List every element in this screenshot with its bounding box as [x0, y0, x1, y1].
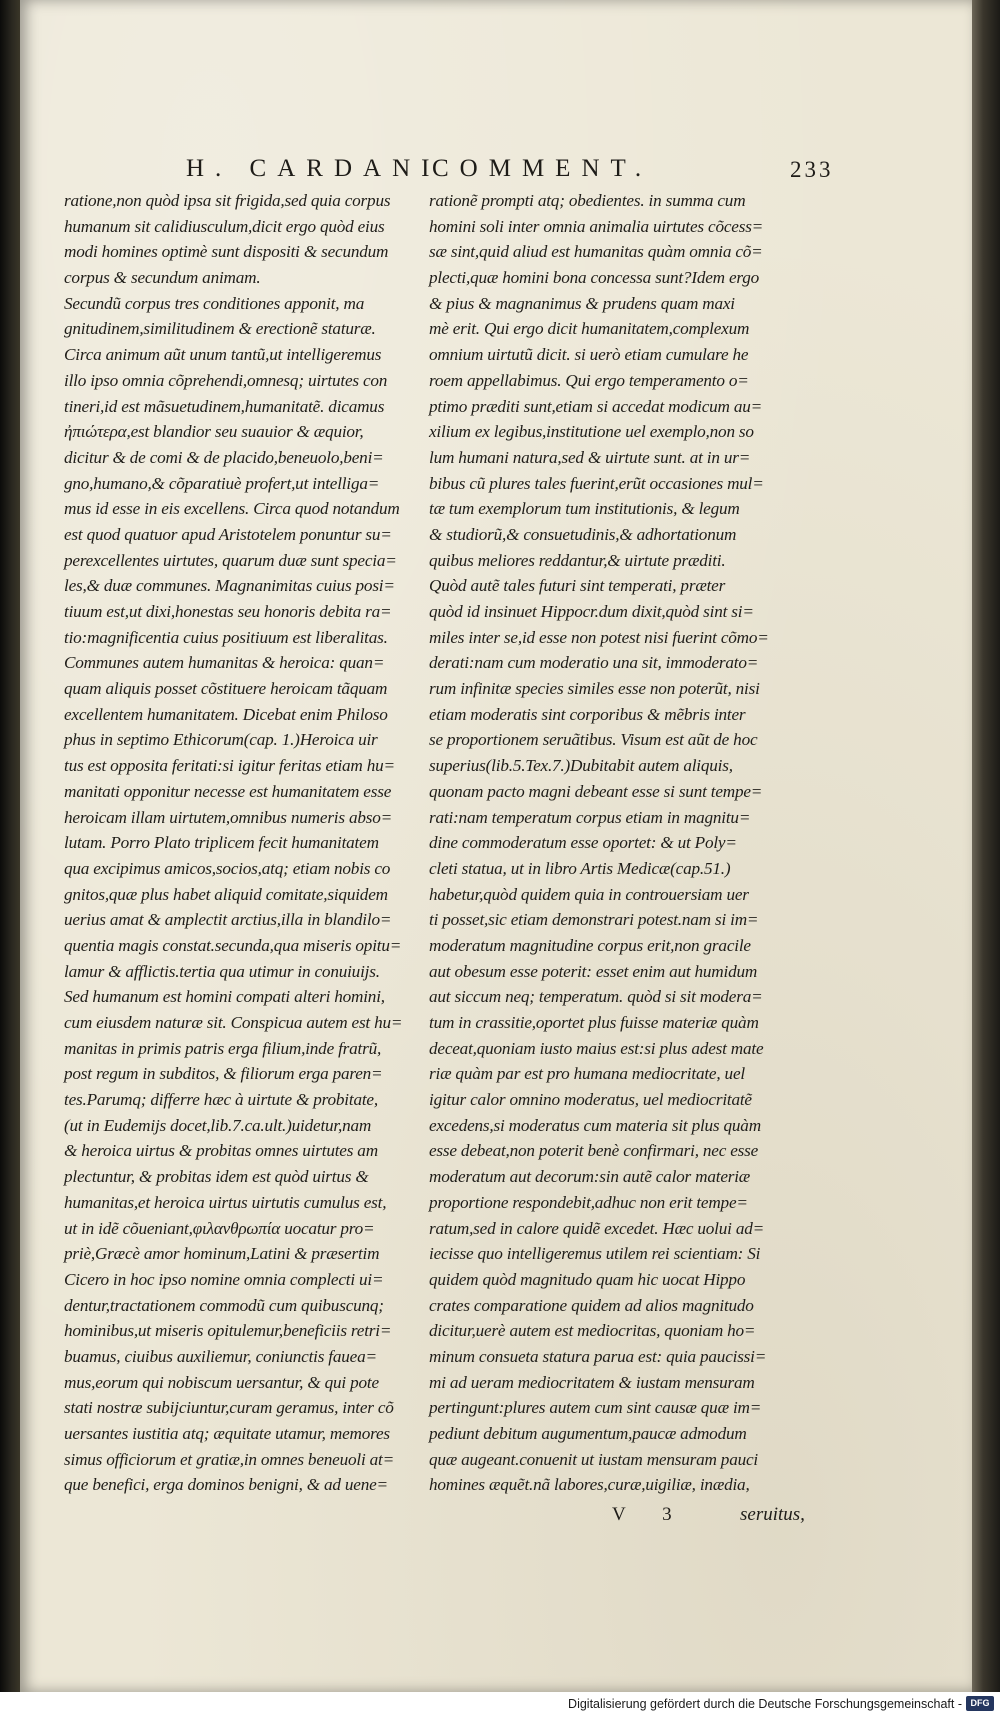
- text-line: & pius & magnanimus & prudens quam maxi: [429, 293, 735, 313]
- text-line: illo ipso omnia cõprehendi,omnesq; uirtutes con: [64, 370, 388, 390]
- catchword: seruitus,: [740, 1504, 805, 1525]
- text-line: mè erit. Qui ergo dicit humanitatem,complexum: [429, 319, 750, 339]
- left-text-column: [64, 188, 448, 1498]
- text-line: Sed humanum est homini compati alteri homini,: [64, 987, 385, 1007]
- text-line: pediunt debitum augumentum,paucæ admodum: [429, 1424, 747, 1443]
- text-line: esse debeat,non poterit benè confirmari, nec esse: [429, 1141, 759, 1161]
- text-line: superius(lib.5.Tex.7.)Dubitabit autem aliquis,: [429, 756, 733, 776]
- text-line: roem appellabimus. Qui ergo temperamento o=: [429, 370, 749, 390]
- funding-banner: [0, 1692, 1000, 1716]
- text-line: tiuum est,ut dixi,honestas seu honoris debita ra=: [64, 602, 392, 621]
- text-line: stati nostræ subijciuntur,curam geramus, inter cõ: [64, 1398, 394, 1418]
- text-line: Cicero in hoc ipso nomine omnia complecti ui=: [64, 1269, 384, 1289]
- text-line: tæ tum exemplorum tum institutionis, & legum: [429, 499, 740, 519]
- funding-text: Digitalisierung gefördert durch die Deutsche Forschungsgemeinschaft -: [568, 1697, 962, 1711]
- text-line: etiam moderatis sint corporibus & mẽbris inter: [429, 704, 746, 724]
- text-line: ut in idẽ cõueniant,φιλανθρωπία uocatur pro=: [64, 1218, 375, 1238]
- text-line: omnium uirtutũ dicit. si uerò etiam cumulare he: [429, 345, 749, 365]
- text-line: tio:magnificentia cuius positiuum est liberalitas.: [64, 627, 388, 647]
- text-line: excellentem humanitatem. Dicebat enim Philoso: [64, 704, 388, 724]
- text-line: minum consueta statura parua est: quia paucissi=: [429, 1346, 767, 1366]
- text-line: qua excipimus amicos,socios,atq; etiam nobis co: [64, 858, 391, 878]
- text-line: homines æquẽt.nã labores,curæ,uigiliæ, inædia,: [429, 1475, 750, 1495]
- text-line: plectuntur, & probitas idem est quòd uirtus &: [64, 1167, 369, 1187]
- text-line: rationẽ prompti atq; obedientes. in summa cum: [429, 191, 746, 210]
- text-line: humanum sit calidiusculum,dicit ergo quòd eius: [64, 216, 385, 236]
- text-line: tus est opposita feritati:si igitur feritas etiam hu=: [64, 756, 395, 776]
- text-line: gnitudinem,similitudinem & erectionẽ staturæ.: [64, 319, 376, 339]
- text-line: quæ augeant.conuenit ut iustam mensuram pauci: [429, 1449, 758, 1469]
- text-line: phus in septimo Ethicorum(cap. 1.)Heroica uir: [64, 730, 378, 750]
- text-line: quam aliquis posset cõstituere heroicam tãquam: [64, 679, 388, 699]
- text-line: gno,humano,& cõparatiuè profert,ut intelliga=: [64, 473, 380, 493]
- text-line: humanitas,et heroica uirtus uirtutis cumulus est,: [64, 1192, 387, 1212]
- text-line: homini soli inter omnia animalia uirtutes cõcess=: [429, 216, 764, 236]
- text-line: tum in crassitie,oportet plus fuisse materiæ quàm: [429, 1013, 759, 1032]
- text-line: quòd id insinuet Hippocr.dum dixit,quòd sint si=: [429, 602, 754, 621]
- text-line: gnitos,quæ plus habet aliquid comitate,siquidem: [64, 884, 388, 904]
- text-line: & studiorũ,& consuetudinis,& adhortationum: [429, 524, 737, 544]
- signature-mark: V 3: [612, 1504, 688, 1525]
- text-line: simus officiorum et gratiæ,in omnes beneuoli at=: [64, 1449, 394, 1469]
- text-line: Communes autem humanitas & heroica: quan=: [64, 653, 385, 673]
- text-line: perexcellentes uirtutes, quarum duæ sunt specia=: [64, 550, 397, 570]
- text-line: cleti statua, ut in libro Artis Medicæ(cap.51.): [429, 858, 731, 878]
- page-edge: [972, 0, 1000, 1692]
- text-line: est quod quatuor apud Aristotelem ponuntur su=: [64, 524, 392, 544]
- text-line: uersantes iustitia atq; æquitate utamur, memores: [64, 1424, 390, 1443]
- text-line: ratione,non quòd ipsa sit frigida,sed quia corpus: [64, 191, 391, 210]
- text-line: lutam. Porro Plato triplicem fecit humanitatem: [64, 833, 379, 853]
- text-line: post regum in subditos, & filiorum erga paren=: [64, 1064, 383, 1084]
- text-line: manitati opponitur necesse est humanitatem esse: [64, 781, 392, 801]
- text-line: pertingunt:plures autem cum sint causæ quæ im=: [429, 1398, 762, 1418]
- text-line: Secundũ corpus tres conditiones apponit, ma: [64, 293, 365, 313]
- text-line: quentia magis constat.secunda,qua miseris opitu=: [64, 935, 402, 955]
- text-line: mus,eorum qui nobiscum uersantur, & qui pote: [64, 1372, 379, 1392]
- text-line: rum infinitæ species similes esse non poterũt, nisi: [429, 679, 760, 699]
- text-line: riæ quàm par est pro humana mediocritate, uel: [429, 1064, 745, 1084]
- text-line: proportione respondebit,adhuc non erit tempe=: [429, 1192, 748, 1212]
- text-line: igitur calor omnino moderatus, uel mediocritatẽ: [429, 1090, 752, 1110]
- text-line: hominibus,ut miseris opitulemur,beneficiis retri=: [64, 1321, 392, 1341]
- text-line: sæ sint,quid aliud est humanitas quàm omnia cõ=: [429, 242, 763, 262]
- text-line: Circa animum aũt unum tantũ,ut intelligeremus: [64, 345, 382, 365]
- header-title: COMMENT.: [432, 155, 653, 182]
- text-line: Quòd autẽ tales futuri sint temperati, præter: [429, 576, 726, 596]
- text-line: quonam pacto magni debeant esse si sunt tempe=: [429, 781, 763, 801]
- text-line: se proportionem seruãtibus. Visum est aũt de hoc: [429, 730, 758, 750]
- page-footer: [20, 1500, 972, 1530]
- text-line: moderatum magnitudine corpus erit,non gracile: [429, 935, 751, 955]
- text-line: miles inter se,id esse non potest nisi fuerint cõmo=: [429, 627, 769, 647]
- text-line: (ut in Eudemijs docet,lib.7.ca.ult.)uidetur,nam: [64, 1115, 372, 1135]
- header-author: H. CARDANI: [186, 155, 441, 182]
- text-line: & heroica uirtus & probitas omnes uirtutes am: [64, 1141, 378, 1161]
- text-line: iecisse quo intelligeremus utilem rei scientiam: Si: [429, 1244, 761, 1264]
- text-line: bibus cũ plures tales fuerint,erũt occasiones mul=: [429, 473, 764, 493]
- text-line: ti posset,sic etiam demonstrari potest.nam si im=: [429, 910, 759, 930]
- text-line: manitas in primis patris erga filium,inde fratrũ,: [64, 1038, 382, 1058]
- text-line: rati:nam temperatum corpus etiam in magnitu=: [429, 807, 751, 827]
- text-line: derati:nam cum moderatio una sit, immoderato=: [429, 653, 759, 673]
- page-number: 233: [790, 157, 834, 182]
- text-line: heroicam illam uirtutem,omnibus numeris abso=: [64, 807, 393, 827]
- book-page: [20, 0, 972, 1692]
- text-line: uerius amat & amplectit arctius,illa in blandilo=: [64, 910, 392, 930]
- text-line: ἠπιώτερα,est blandior seu suauior & æquior,: [64, 422, 364, 442]
- text-line: crates comparatione quidem ad alios magnitudo: [429, 1295, 754, 1315]
- text-line: corpus & secundum animam.: [64, 268, 261, 288]
- text-line: cum eiusdem naturæ sit. Conspicua autem est hu=: [64, 1013, 403, 1032]
- text-line: dine commoderatum esse oportet: & ut Poly=: [429, 833, 737, 853]
- text-line: les,& duæ communes. Magnanimitas cuius posi=: [64, 576, 395, 596]
- text-line: ratum,sed in calore quidẽ excedet. Hæc uolui ad=: [429, 1218, 765, 1238]
- text-line: moderatum aut decorum:sin autẽ calor materiæ: [429, 1167, 751, 1187]
- text-line: aut obesum esse poterit: esset enim aut humidum: [429, 961, 758, 981]
- text-line: quibus meliores reddantur,& uirtute præditi.: [429, 550, 726, 570]
- text-line: ptimo præditi sunt,etiam si accedat modicum au=: [429, 396, 763, 416]
- text-line: buamus, ciuibus auxiliemur, coniunctis faueа=: [64, 1346, 377, 1366]
- text-line: dentur,tractationem commodũ cum quibuscunq;: [64, 1295, 384, 1315]
- text-line: habetur,quòd quidem quia in controuersiam uer: [429, 884, 749, 904]
- text-line: mus id esse in eis excellens. Circa quod notandum: [64, 499, 400, 519]
- right-text-column: [429, 188, 824, 1498]
- dfg-logo: DFG: [966, 1696, 994, 1711]
- text-line: dicitur & de comi & de placido,beneuolo,beni=: [64, 447, 384, 467]
- text-line: tineri,id est mãsuetudinem,humanitatẽ. dicamus: [64, 396, 385, 416]
- text-line: lamur & afflictis.tertia qua utimur in conuiuijs.: [64, 961, 380, 981]
- text-line: modi homines optimè sunt dispositi & secundum: [64, 242, 389, 262]
- text-line: tes.Parumq; differre hæc à uirtute & probitate,: [64, 1090, 378, 1110]
- text-line: xilium ex legibus,institutione uel exemplo,non so: [429, 422, 754, 442]
- text-line: mi ad ueram mediocritatem & iustam mensuram: [429, 1372, 755, 1392]
- text-line: lum humani natura,sed & uirtute sunt. at in ur=: [429, 447, 751, 467]
- text-line: que benefici, erga dominos benigni, & ad uene=: [64, 1475, 388, 1495]
- text-line: dicitur,uerè autem est mediocritas, quoniam ho=: [429, 1321, 756, 1341]
- text-line: plecti,quæ homini bona concessa sunt?Idem ergo: [429, 268, 760, 288]
- text-line: priè,Græcè amor hominum,Latini & præsertim: [64, 1244, 380, 1264]
- text-line: deceat,quoniam iusto maius est:si plus adest mate: [429, 1038, 764, 1058]
- text-line: excedens,si moderatus cum materia sit plus quàm: [429, 1115, 761, 1135]
- text-line: quidem quòd magnitudo quam hic uocat Hippo: [429, 1269, 746, 1289]
- text-line: aut siccum neq; temperatum. quòd si sit modera=: [429, 987, 763, 1007]
